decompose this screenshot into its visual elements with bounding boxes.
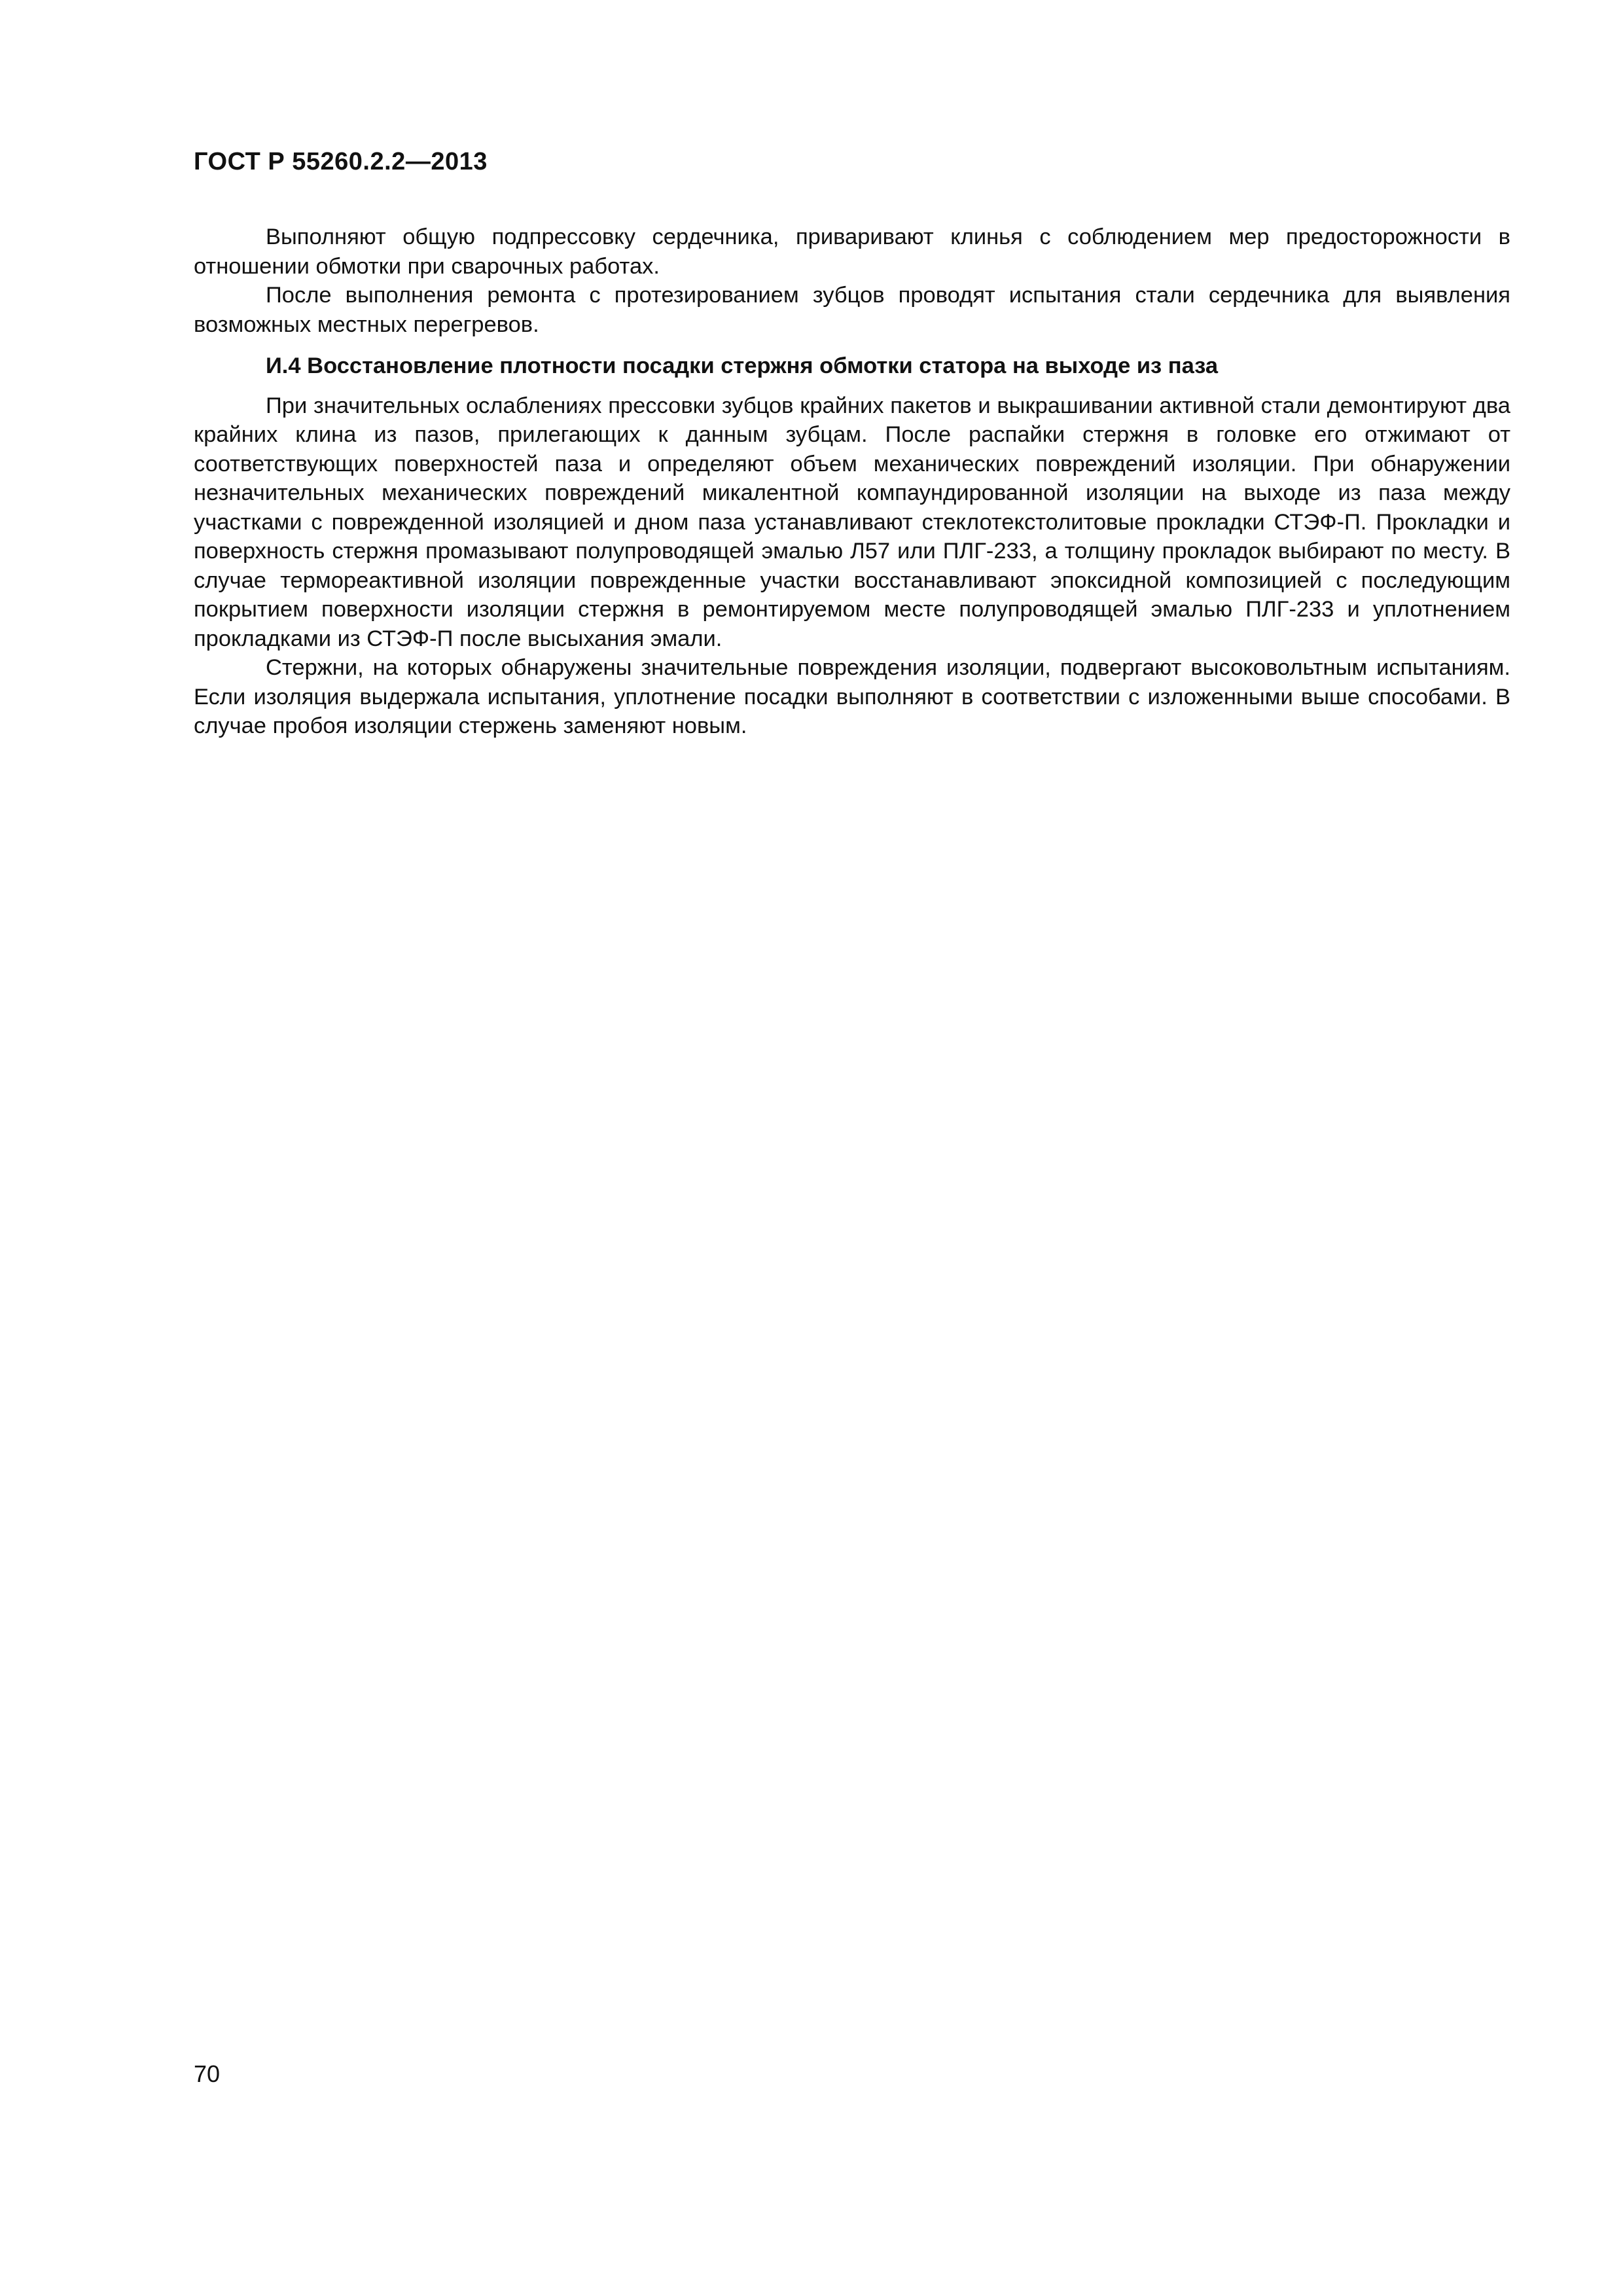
paragraph-high-voltage-testing: Стержни, на которых обнаружены значительные повреждения изоляции, подвергают высоковольтным испытаниям. Если изоляция выдержала испытания, уплотнение посадки выполняют в соответствии с изложенными выше способами. В случае пробоя изоляции стержень заменяют новым. — [194, 655, 1510, 738]
paragraph-steel-testing: После выполнения ремонта с протезированием зубцов проводят испытания стали сердечника для выявления возможных местных перегревов. — [194, 283, 1510, 337]
paragraph-restoration-procedure: При значительных ослаблениях прессовки зубцов крайних пакетов и выкрашивании активной стали демонтируют два крайних клина из пазов, прилегающих к данным зубцам. После распайки стержня в головке его отжимают от соответствующих поверхностей паза и определяют объем механических повреждений изоляции. При обнаружении незначительных механических повреждений микалентной компаундированной изоляции на выходе из паза между участками с поврежденной изоляцией и дном паза устанавливают стеклотекстолитовые прокладки СТЭФ-П. Прокладки и поверхность стержня промазывают полупроводящей эмалью Л57 или ПЛГ-233, а толщину прокладок выбирают по месту. В случае термореактивной изоляции поврежденные участки восстанавливают эпоксидной композицией с последующим покрытием поверхности изоляции стержня в ремонтируемом месте полупроводящей эмалью ПЛГ-233 и уплотнением прокладками из СТЭФ-П после высыхания эмали. — [194, 393, 1510, 651]
document-body — [194, 223, 1510, 741]
page-number: 70 — [194, 2060, 221, 2087]
document-header-standard-id: ГОСТ Р 55260.2.2—2013 — [194, 148, 488, 175]
paragraph-core-pressing: Выполняют общую подпрессовку сердечника, приваривают клинья с соблюдением мер предосторожности в отношении обмотки при сварочных работах. — [194, 224, 1510, 279]
section-heading: И.4 Восстановление плотности посадки стержня обмотки статора на выходе из паза — [266, 353, 1219, 378]
